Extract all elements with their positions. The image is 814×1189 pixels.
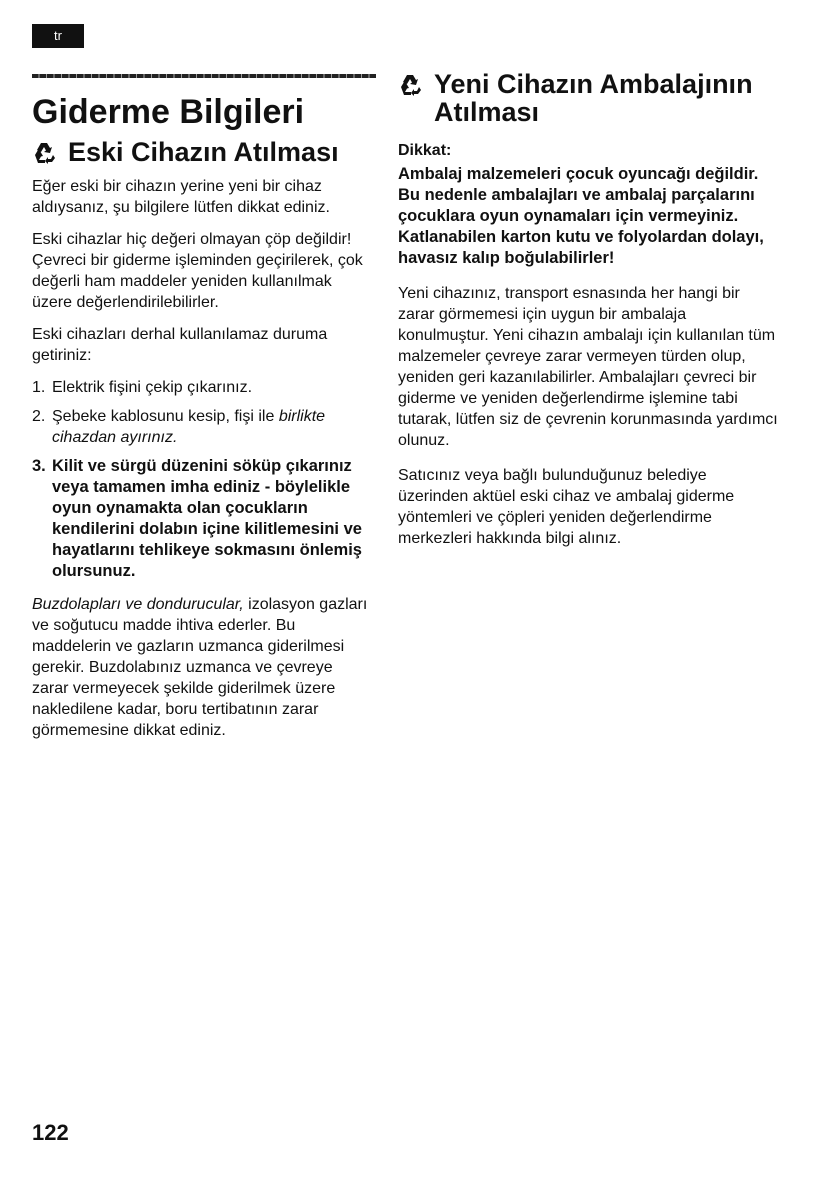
list-item-number: 2. [32, 408, 46, 425]
list-item [32, 456, 372, 582]
dealer-paragraph: Satıcınız veya bağlı bulunduğunuz belediye üzerinden aktüel eski cihaz ve ambalaj giderme yöntemleri ve çöpleri yeniden değerlendirme merkezleri hakkında bilgi alınız. [398, 467, 735, 547]
packaging-paragraph: Yeni cihazınız, transport esnasında her hangi bir zarar görmemesi için uygun bir ambalaja konulmuştur. Yeni cihazın ambalajı için kullanılan tüm malzemeler çevreye zarar vermeyen türden olup, yeniden geri kazanılabilirler. Ambalajları çevreci bir giderme ve yeniden değerlendirme işlemine tabi tutarak, lütfen siz de çevrenin korunmasında yardımcı olunuz. [398, 285, 778, 449]
page-number: 122 [32, 1120, 69, 1145]
list-item-text-italic: birlikte cihazdan ayırınız. [52, 408, 326, 446]
list-item-text: Elektrik fişini çekip çıkarınız. [52, 379, 253, 396]
value-paragraph: Eski cihazlar hiç değeri olmayan çöp değildir! Çevreci bir giderme işleminden geçirilerek, çok değerli ham maddeler yeniden kullanılmak üzere değerlendirilebilirler. [32, 231, 363, 311]
page-title: Giderme Bilgileri [32, 93, 305, 131]
list-item-text: Şebeke kablosunu kesip, fişi ile [52, 408, 275, 425]
list-item-text: Kilit ve sürgü düzenini söküp çıkarınız veya tamamen imha ediniz - böylelikle oyun oynamakta olan çocukların kendilerini dolabın içine kilitlemesini ve hayatlarını tehlikeye sokmasını önlemiş olursunuz. [52, 457, 362, 580]
list-item-number: 1. [32, 379, 46, 396]
section-heading-text: Yeni Cihazın Ambalajının Atılması [434, 69, 753, 127]
section-heading-packaging [398, 70, 778, 126]
recycle-icon [32, 141, 56, 165]
list-item [32, 377, 372, 398]
language-badge: tr [32, 24, 84, 48]
section-heading-old-appliance [32, 138, 372, 166]
list-item [32, 406, 372, 448]
right-column [398, 70, 778, 563]
left-column [32, 92, 372, 741]
disposal-steps-list [32, 377, 372, 582]
recycle-icon [398, 73, 422, 97]
intro-paragraph: Eğer eski bir cihazın yerine yeni bir cihaz aldıysanız, şu bilgilere lütfen dikkat ediniz. [32, 178, 330, 216]
refrigerant-italic: Buzdolapları ve dondurucular, [32, 596, 244, 613]
refrigerant-paragraph [32, 594, 372, 741]
section-heading-text: Eski Cihazın Atılması [68, 137, 339, 167]
disable-paragraph: Eski cihazları derhal kullanılamaz duruma getiriniz: [32, 326, 328, 364]
caution-label: Dikkat: [398, 142, 452, 159]
caution-text: Ambalaj malzemeleri çocuk oyuncağı değildir. Bu nedenle ambalajları ve ambalaj parçalarını çocuklara oyun oynamaları için vermeyiniz. Katlanabilen karton kutu ve folyolardan dolayı, havasız kalıp boğulabilirler! [398, 165, 764, 267]
section-rule [32, 74, 376, 78]
list-item-number: 3. [32, 457, 46, 475]
refrigerant-text: izolasyon gazları ve soğutucu madde ihtiva ederler. Bu maddelerin ve gazların uzmanca giderilmesi gerekir. Buzdolabınız uzmanca ve çevreye zarar vermeyecek şekilde giderilmek üzere nakledilene kadar, boru tertibatının zarar görmemesine dikkat ediniz. [32, 596, 368, 739]
